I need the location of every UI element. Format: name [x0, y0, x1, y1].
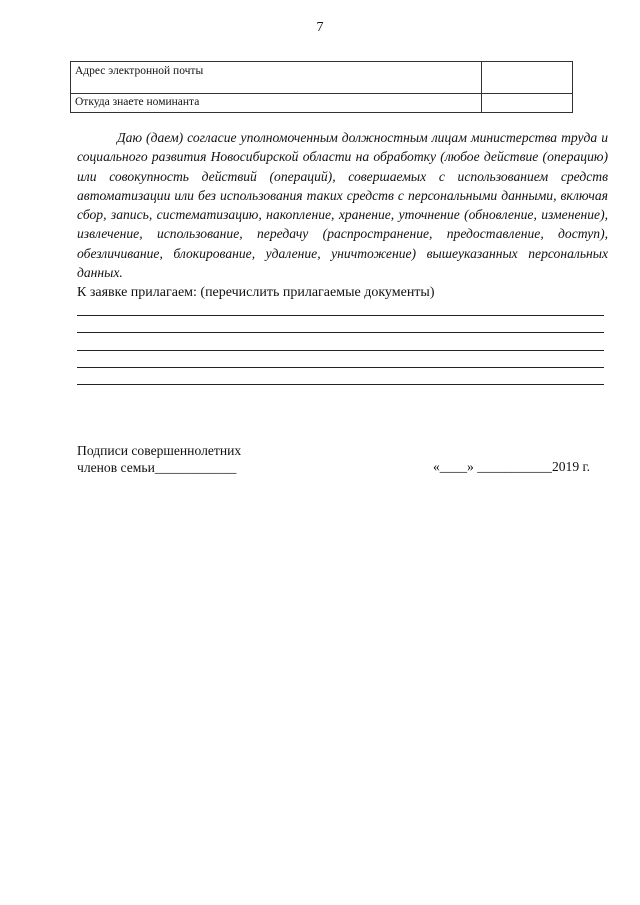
date-block	[433, 459, 590, 475]
signature-block	[77, 442, 241, 476]
attachment-blank-line[interactable]	[77, 384, 604, 385]
table-row	[71, 62, 573, 94]
table-cell-label: Адрес электронной почты	[71, 62, 482, 94]
attachment-blank-line[interactable]	[77, 315, 604, 316]
table-cell-label: Откуда знаете номинанта	[71, 94, 482, 113]
date-day-blank[interactable]: ____	[439, 459, 467, 474]
signature-line-1: Подписи совершеннолетних	[77, 443, 242, 458]
attachment-blank-line[interactable]	[77, 350, 604, 351]
date-month-blank[interactable]: ___________	[477, 459, 552, 474]
attachment-blank-line[interactable]	[77, 367, 604, 368]
date-open-quote: «	[433, 459, 440, 474]
attachments-label: К заявке прилагаем: (перечислить прилагаемые документы)	[77, 285, 435, 300]
signature-blank[interactable]: ____________	[154, 460, 237, 475]
date-close-quote: »	[466, 459, 474, 474]
attachment-blank-line[interactable]	[77, 332, 604, 333]
signature-line-2	[77, 459, 241, 476]
table-cell-value[interactable]	[482, 94, 573, 113]
consent-paragraph: Даю (даем) согласие уполномоченным должностным лицам министерства труда и социального развития Новосибирской области на обработку (любое действие (операцию) или совокупность действий (операций), совершаемых с использованием средств автоматизации или без использования таких средств с персональными данными, включая сбор, запись, систематизацию, накопление, хранение, уточнение (обновление, изменение), извлечение, использование, передачу (распространение, предоставление, доступ), обезличивание, блокирование, удаление, уничтожение) вышеуказанных персональных данных.	[77, 130, 608, 281]
date-year: 2019 г.	[551, 459, 590, 474]
table-cell-value[interactable]	[482, 62, 573, 94]
table-row	[71, 94, 573, 113]
page-number: 7	[316, 20, 324, 35]
info-table	[70, 61, 573, 113]
signature-label: членов семьи	[77, 460, 155, 475]
